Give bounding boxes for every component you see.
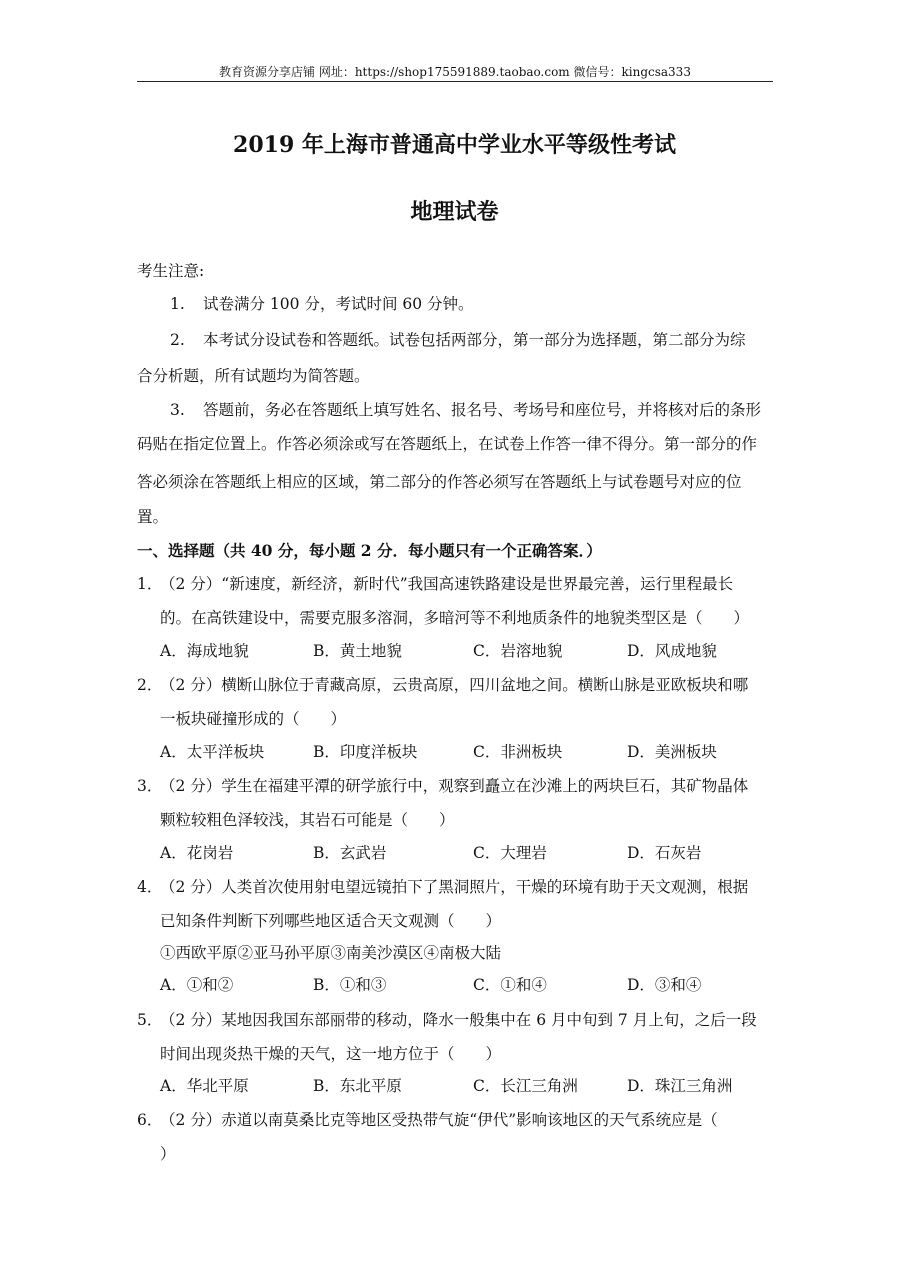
question-number: 1． bbox=[137, 575, 163, 593]
option-b[interactable]: B．印度洋板块 bbox=[313, 743, 418, 761]
option-b[interactable]: B．黄土地貌 bbox=[313, 642, 402, 660]
question-number: 6． bbox=[137, 1111, 163, 1129]
option-c[interactable]: C．①和④ bbox=[473, 976, 547, 994]
option-c[interactable]: C．大理岩 bbox=[473, 844, 547, 862]
option-a[interactable]: A．华北平原 bbox=[160, 1077, 249, 1095]
question-text: 已知条件判断下列哪些地区适合天文观测（ ） bbox=[160, 912, 502, 930]
option-c[interactable]: C．非洲板块 bbox=[473, 743, 563, 761]
option-a[interactable]: A．太平洋板块 bbox=[160, 743, 265, 761]
question-number: 3． bbox=[137, 777, 163, 795]
option-a[interactable]: A．海成地貌 bbox=[160, 642, 249, 660]
option-b[interactable]: B．玄武岩 bbox=[313, 844, 387, 862]
option-d[interactable]: D．③和④ bbox=[627, 976, 702, 994]
exam-title: 2019 年上海市普通高中学业水平等级性考试 bbox=[233, 132, 676, 158]
option-d[interactable]: D．珠江三角洲 bbox=[627, 1077, 733, 1095]
question-number: 5． bbox=[137, 1011, 163, 1029]
option-c[interactable]: C．岩溶地貌 bbox=[473, 642, 563, 660]
question-text: （2 分）“新速度，新经济，新时代”我国高速铁路建设是世界最完善，运行里程最长 bbox=[160, 575, 734, 593]
header-divider bbox=[137, 81, 773, 82]
question-text: ①西欧平原②亚马孙平原③南美沙漠区④南极大陆 bbox=[160, 944, 502, 962]
notice-item-num: 3. bbox=[170, 401, 185, 419]
question-text: （2 分）人类首次使用射电望远镜拍下了黑洞照片，干燥的环境有助于天文观测，根据 bbox=[160, 878, 749, 896]
notice-item-text: 试卷满分 100 分，考试时间 60 分钟。 bbox=[203, 295, 474, 313]
question-text: （2 分）学生在福建平潭的研学旅行中，观察到矗立在沙滩上的两块巨石，其矿物晶体 bbox=[160, 777, 749, 795]
question-text: 的。在高铁建设中，需要克服多溶洞，多暗河等不利地质条件的地貌类型区是（ ） bbox=[160, 609, 750, 627]
question-text: （2 分）横断山脉位于青藏高原，云贵高原，四川盆地之间。横断山脉是亚欧板块和哪 bbox=[160, 676, 749, 694]
question-text: 颗粒较粗色泽较浅，其岩石可能是（ ） bbox=[160, 811, 455, 829]
question-text: 一板块碰撞形成的（ ） bbox=[160, 710, 347, 728]
option-c[interactable]: C．长江三角洲 bbox=[473, 1077, 578, 1095]
notice-item-text: 合分析题，所有试题均为简答题。 bbox=[137, 367, 370, 385]
option-b[interactable]: B．东北平原 bbox=[313, 1077, 402, 1095]
option-a[interactable]: A．花岗岩 bbox=[160, 844, 234, 862]
question-text: （2 分）某地因我国东部丽带的移动，降水一般集中在 6 月中旬到 7 月上旬，之后一段 bbox=[160, 1011, 757, 1029]
question-number: 2． bbox=[137, 676, 163, 694]
notice-item-num: 2. bbox=[170, 331, 185, 349]
question-number: 4． bbox=[137, 878, 163, 896]
notice-item-text: 本考试分设试卷和答题纸。试卷包括两部分，第一部分为选择题，第二部分为综 bbox=[203, 331, 746, 349]
notice-item-text: 置。 bbox=[137, 508, 169, 526]
question-text: ） bbox=[160, 1145, 176, 1163]
page-header: 教育资源分享店铺 网址：https://shop175591889.taobao.com 微信号：kingcsa333 bbox=[219, 65, 691, 79]
exam-subtitle: 地理试卷 bbox=[410, 199, 499, 225]
notice-item-text: 答必须涂在答题纸上相应的区域，第二部分的作答必须写在答题纸上与试卷题号对应的位 bbox=[137, 473, 742, 491]
notice-item-text: 码贴在指定位置上。作答必须涂或写在答题纸上，在试卷上作答一律不得分。第一部分的作 bbox=[137, 435, 758, 453]
notice-heading: 考生注意: bbox=[137, 262, 205, 280]
option-d[interactable]: D．美洲板块 bbox=[627, 743, 717, 761]
option-a[interactable]: A．①和② bbox=[160, 976, 234, 994]
notice-item-text: 答题前，务必在答题纸上填写姓名、报名号、考场号和座位号，并将核对后的条形 bbox=[203, 401, 762, 419]
notice-item-num: 1. bbox=[170, 295, 185, 313]
question-text: 时间出现炎热干燥的天气，这一地方位于（ ） bbox=[160, 1045, 502, 1063]
option-d[interactable]: D．风成地貌 bbox=[627, 642, 717, 660]
option-b[interactable]: B．①和③ bbox=[313, 976, 387, 994]
section-heading: 一、选择题（共 40 分，每小题 2 分．每小题只有一个正确答案．） bbox=[137, 541, 602, 560]
option-d[interactable]: D．石灰岩 bbox=[627, 844, 702, 862]
question-text: （2 分）赤道以南莫桑比克等地区受热带气旋“伊代”影响该地区的天气系统应是（ bbox=[160, 1111, 718, 1129]
